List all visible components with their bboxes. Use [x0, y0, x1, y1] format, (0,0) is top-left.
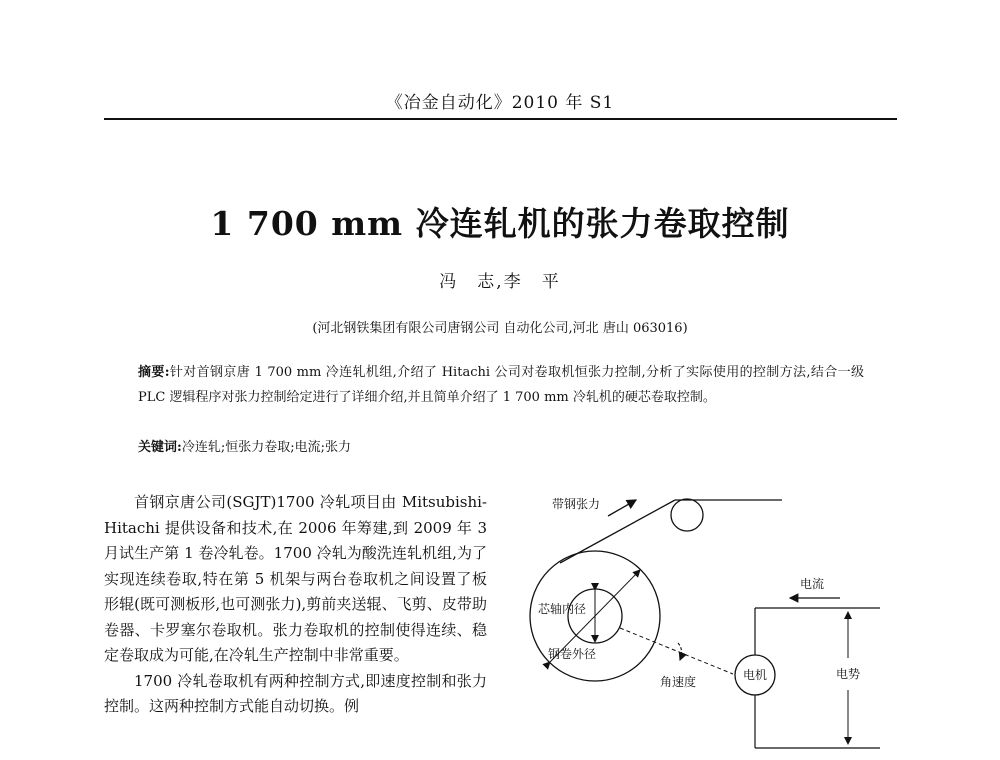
abstract-label: 摘要: — [138, 365, 170, 380]
strip-tension-label: 带钢张力 — [552, 497, 601, 511]
journal-header: 《冶金自动化》2010 年 S1 — [385, 93, 615, 113]
keywords — [138, 438, 864, 458]
abstract-text: 针对首钢京唐 1 700 mm 冷连轧机组,介绍了 Hitachi 公司对卷取机恒张力控制,分析了实际使用的控制方法,结合一级 PLC 逻辑程序对张力控制给定进行了详细介绍,并且简单介绍了 1 700 mm 冷轧机的硬芯卷取控制。 — [138, 365, 864, 405]
paper-affiliation: (河北钢铁集团有限公司唐钢公司 自动化公司,河北 唐山 063016) — [312, 321, 688, 336]
coiler-tension-diagram — [500, 478, 900, 760]
deflector-roll — [671, 499, 703, 531]
body-column — [104, 490, 487, 720]
body-paragraph-1: 首钢京唐公司(SGJT)1700 冷轧项目由 Mitsubishi-Hitachi 提供设备和技术,在 2006 年筹建,到 2009 年 3 月试生产第 1 卷冷轧卷。1700 冷轧为酸洗连轧机组,为了实现连续卷取,特在第 5 机架与两台卷取机之间设置了板形辊(既可测板形,也可测张力),剪前夹送辊、飞剪、皮带助卷器、卡罗塞尔卷取机。张力卷取机的控制使得连续、稳定卷取成为可能,在冷轧生产控制中非常重要。 — [104, 493, 487, 664]
body-paragraph-2: 1700 冷轧卷取机有两种控制方式,即速度控制和张力控制。这两种控制方式能自动切换。例 — [104, 671, 487, 715]
core-diameter-label: 芯轴内径 — [538, 602, 587, 616]
emf-label: 电势 — [836, 667, 861, 681]
abstract — [138, 360, 864, 410]
motor-label: 电机 — [743, 668, 768, 682]
keywords-text: 冷连轧;恒张力卷取;电流;张力 — [181, 440, 351, 455]
angular-velocity-label: 角速度 — [660, 675, 697, 689]
header-rule — [104, 118, 897, 120]
tension-arrow — [608, 500, 636, 516]
current-label: 电流 — [800, 577, 825, 591]
shaft-coupling — [620, 628, 733, 674]
paper-authors: 冯 志,李 平 — [439, 272, 561, 292]
coil-diameter-label: 钢卷外径 — [548, 647, 597, 661]
keywords-label: 关键词: — [138, 440, 182, 455]
paper-title: 1 700 mm 冷连轧机的张力卷取控制 — [210, 204, 790, 243]
